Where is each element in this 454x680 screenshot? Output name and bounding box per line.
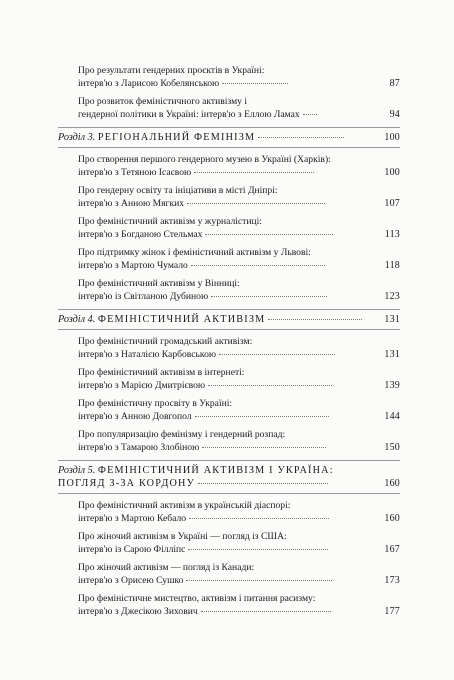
dot-leader [219,354,335,355]
toc-entry[interactable] [58,215,400,241]
toc-entry-title: Про феміністичну просвіту в Україні: [78,398,233,409]
toc-entry[interactable] [58,366,400,392]
section-heading-4[interactable] [58,309,400,330]
dot-leader [208,385,332,386]
toc-page-number: 107 [384,198,400,209]
toc-page-number: 160 [384,513,400,524]
toc-entry-title: Про феміністичний громадський активізм: [78,336,253,347]
toc-entry-subtitle: інтерв'ю з Анною Довгопол [78,411,192,422]
dot-leader [195,416,329,417]
toc-entry-subtitle: інтерв'ю з Наталією Карбовською [78,349,217,360]
toc-entry-subtitle: інтерв'ю з Тетяною Ісаєвою [78,167,192,178]
toc-page-number: 100 [384,167,400,178]
toc-entry[interactable] [58,277,400,303]
toc-entry-subtitle: інтерв'ю з Мартою Кебало [78,513,187,524]
toc-page-number: 113 [384,229,400,240]
dot-leader [189,518,329,519]
dot-leader [303,114,317,115]
toc-entry[interactable] [58,428,400,454]
toc-entry-title: Про створення першого гендерного музею в Україні (Харків): [78,154,331,165]
dot-leader [194,172,314,173]
toc-entry-subtitle: інтерв'ю з Джесікою Зихович [78,606,198,617]
dot-leader [186,580,332,581]
section-label: Розділ 5. [58,465,96,476]
toc-page-number: 87 [389,78,400,89]
toc-page-number: 100 [384,132,400,143]
dot-leader [258,137,344,138]
section-label: Розділ 4. [58,314,96,325]
dot-leader [188,549,328,550]
toc-entry-subtitle: інтерв'ю з Орисею Сушко [78,575,184,586]
toc-entry[interactable] [58,153,400,179]
section-heading-5[interactable] [58,460,400,494]
toc-entry-title: Про жіночий активізм в Україні — погляд із США: [78,531,287,542]
toc-page-number: 173 [384,575,400,586]
table-of-contents [58,64,400,618]
dot-leader [222,83,288,84]
toc-entry-title: Про гендерну освіту та ініціативи в місті Дніпрі: [78,185,278,196]
toc-entry-subtitle: інтерв'ю із Сарою Філліпс [78,544,186,555]
toc-entry[interactable] [58,335,400,361]
toc-entry-title: Про феміністичне мистецтво, активізм і питання расизму: [78,593,316,604]
section-title: ФЕМІНІСТИЧНИЙ АКТИВІЗМ [97,314,266,325]
toc-entry-subtitle: інтерв'ю з Мартою Чумало [78,260,188,271]
toc-entry[interactable] [58,184,400,210]
toc-entry[interactable] [58,530,400,556]
toc-entry[interactable] [58,561,400,587]
toc-entry-title: Про феміністичний активізм в українській діаспорі: [78,500,291,511]
toc-entry-subtitle: інтерв'ю з Марією Дмитрієвою [78,380,206,391]
dot-leader [191,265,325,266]
section-label: Розділ 3. [58,132,96,143]
toc-entry-subtitle: інтерв'ю з Ларисою Кобелянською [78,78,220,89]
dot-leader [187,203,325,204]
dot-leader [205,234,333,235]
toc-page-number: 150 [384,442,400,453]
toc-page-number: 144 [384,411,400,422]
dot-leader [202,447,326,448]
toc-page-number: 177 [384,606,400,617]
toc-entry-title: Про розвиток феміністичного активізму і [78,96,248,107]
dot-leader [211,296,327,297]
toc-entry-subtitle: інтерв'ю з Тамарою Злобіною [78,442,200,453]
toc-page-number: 123 [384,291,400,302]
toc-page-number: 131 [384,314,400,325]
toc-entry-title: Про жіночий активізм — погляд із Канади: [78,562,255,573]
toc-page-number: 160 [384,478,400,489]
toc-entry-subtitle: інтерв'ю із Світланою Дубиною [78,291,209,302]
toc-entry-title: Про феміністичний активізм в інтернеті: [78,367,245,378]
section-heading-3[interactable] [58,127,400,148]
toc-page-number: 139 [384,380,400,391]
toc-page-number: 94 [389,109,400,120]
toc-entry[interactable] [58,95,400,121]
section-title: РЕГІОНАЛЬНИЙ ФЕМІНІЗМ [97,132,256,143]
toc-entry-title: Про підтримку жінок і феміністичний активізм у Львові: [78,247,311,258]
toc-entry[interactable] [58,246,400,272]
toc-entry-title: Про популяризацію фемінізму і гендерний розпад: [78,429,286,440]
toc-entry[interactable] [58,397,400,423]
toc-entry[interactable] [58,499,400,525]
dot-leader [268,319,362,320]
toc-entry-subtitle: інтерв'ю з Анною Мягких [78,198,185,209]
section-title: ФЕМІНІСТИЧНИЙ АКТИВІЗМ І УКРАЇНА: [97,465,334,476]
toc-entry-subtitle: гендерної політики в Україні: інтерв'ю з Еллою Ламах [78,109,300,120]
dot-leader [198,483,328,484]
section-title-continued: ПОГЛЯД З-ЗА КОРДОНУ [58,478,196,489]
toc-entry[interactable] [58,64,400,90]
toc-entry-title: Про феміністичний активізм у Вінниці: [78,278,240,289]
toc-entry[interactable] [58,592,400,618]
toc-entry-title: Про результати гендерних проєктів в Україні: [78,65,265,76]
toc-entry-title: Про феміністичний активізм у журналістиці: [78,216,262,227]
toc-page-number: 131 [384,349,400,360]
toc-page-number: 118 [384,260,400,271]
dot-leader [201,611,331,612]
toc-entry-subtitle: інтерв'ю з Богданою Стельмах [78,229,203,240]
toc-page-number: 167 [384,544,400,555]
